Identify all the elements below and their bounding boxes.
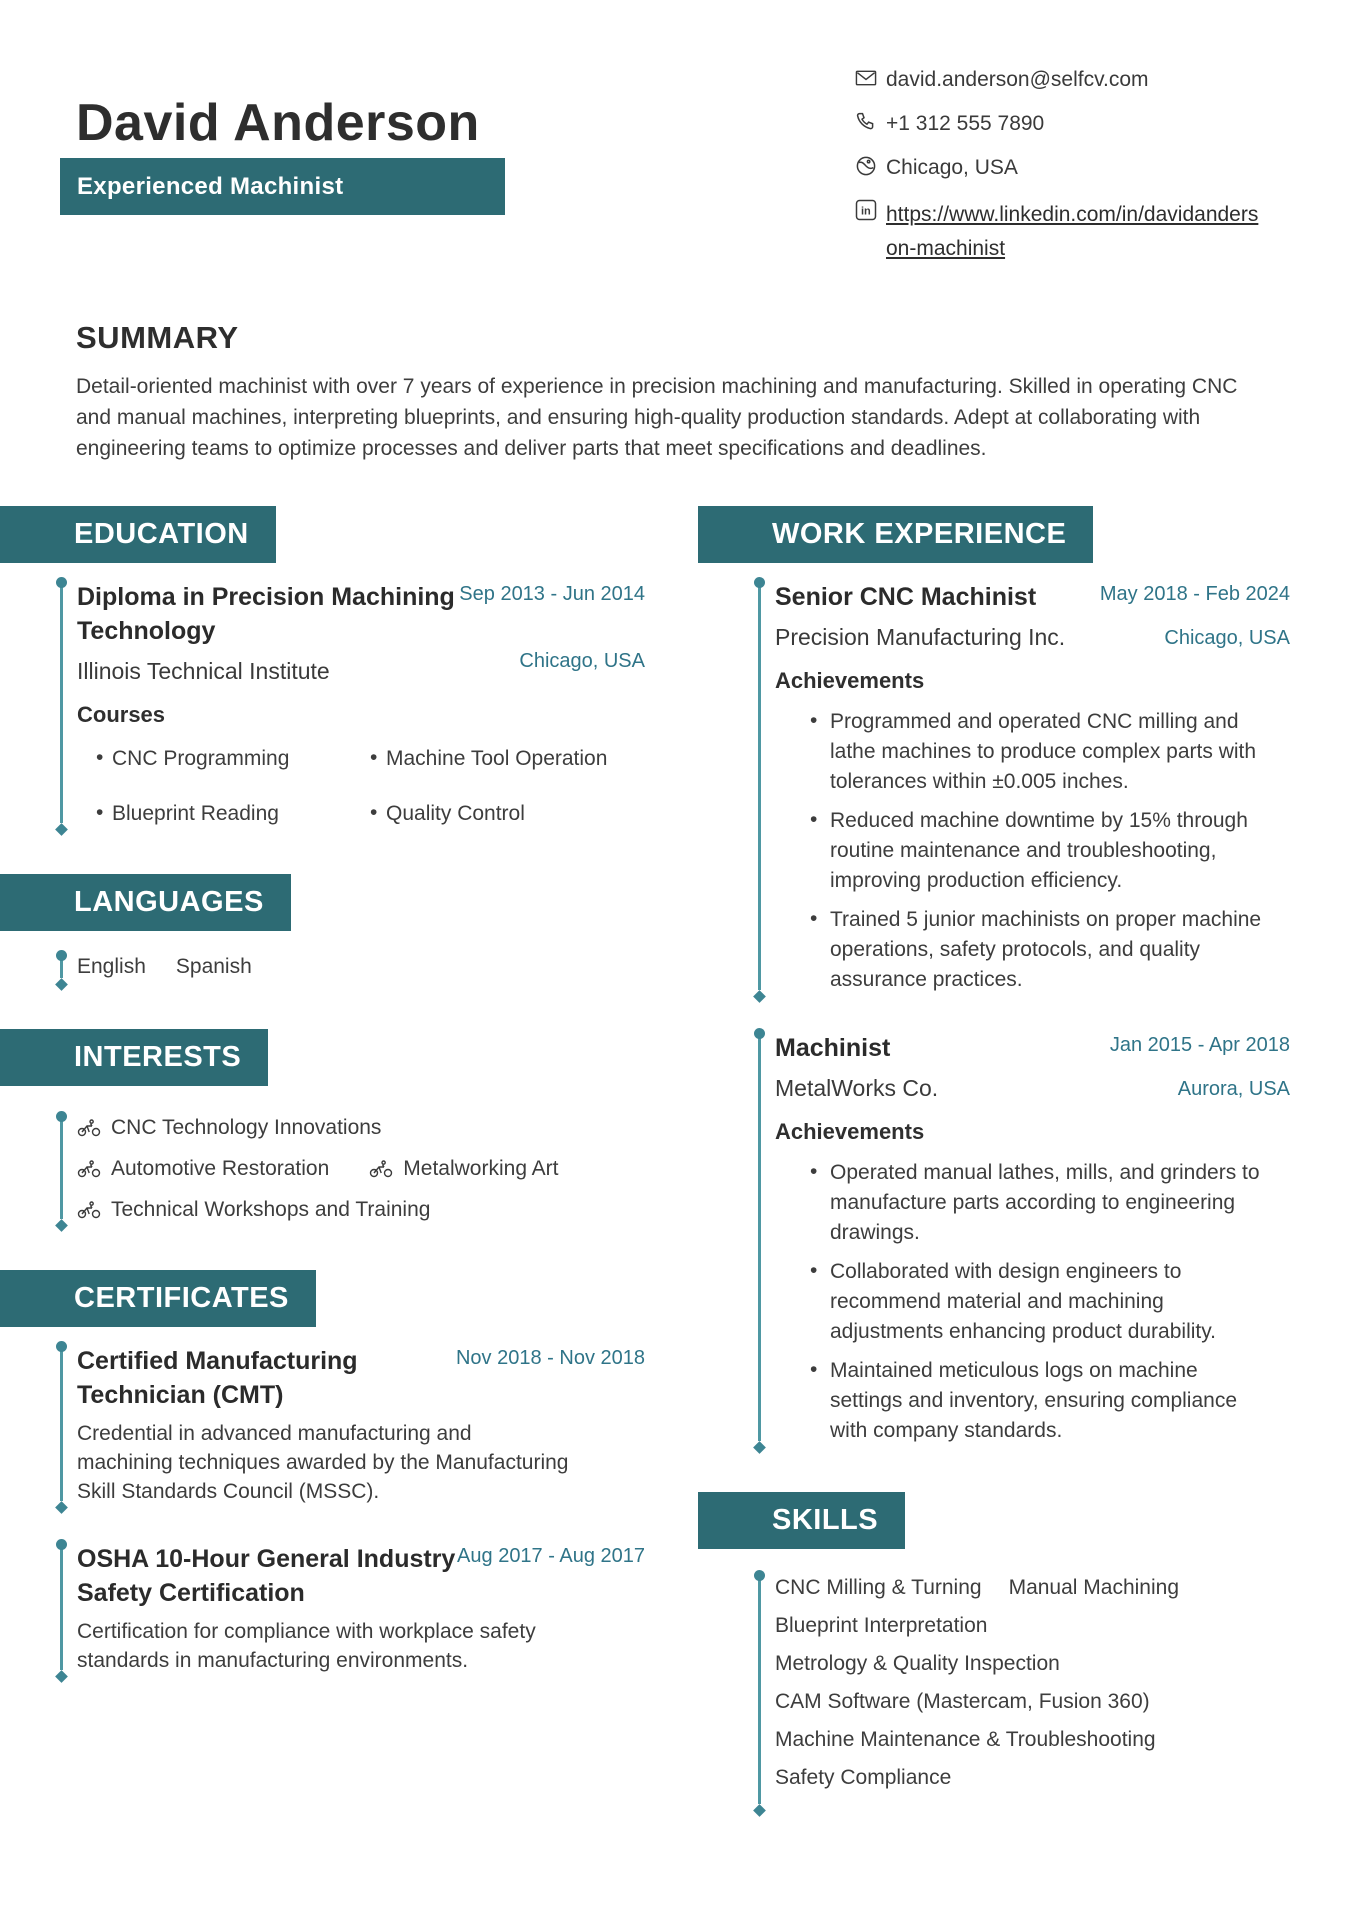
skills-heading: SKILLS [698, 1492, 905, 1549]
body-columns [0, 506, 1350, 1855]
cyclist-icon [77, 1160, 101, 1178]
timeline-diamond [55, 978, 68, 991]
certificate-entry [77, 1542, 645, 1675]
achievements-label: Achievements [775, 1119, 925, 1144]
skills-row [775, 1575, 1290, 1601]
skill-item: Safety Compliance [775, 1766, 952, 1789]
contact-phone-row [855, 110, 1259, 137]
skill-item: Manual Machining [1008, 1576, 1180, 1599]
degree-title: Diploma in Precision Machining Technology [77, 583, 455, 645]
person-name: David Anderson [76, 93, 480, 152]
header [0, 0, 1350, 260]
certificate-title: OSHA 10-Hour General Industry Safety Certification [77, 1545, 456, 1607]
timeline-diamond [753, 1441, 766, 1454]
achievement-item: • Collaborated with design engineers to recommend material and machining adjustments enhancing product durability. [808, 1257, 1270, 1347]
education-entry [77, 580, 645, 828]
education-dates: Sep 2013 - Jun 2014 [459, 583, 645, 605]
contact-location: Chicago, USA [886, 156, 1018, 179]
achievement-item: • Programmed and operated CNC milling and lathe machines to produce complex parts with tolerances within ±0.005 inches. [808, 707, 1270, 797]
certificate-description: Credential in advanced manufacturing and machining techniques awarded by the Manufacturing Skill Standards Council (MSSC). [77, 1422, 569, 1503]
skills-list [775, 1573, 1290, 1809]
course-item: • Blueprint Reading [96, 800, 370, 828]
language-item: Spanish [175, 955, 252, 978]
interests-row [77, 1114, 645, 1142]
linkedin-icon [855, 198, 877, 222]
globe-icon [855, 154, 877, 178]
skills-row [775, 1613, 1290, 1639]
course-item: • Machine Tool Operation [370, 745, 645, 773]
interest-item: Technical Workshops and Training [77, 1196, 430, 1224]
timeline-dot [56, 1539, 67, 1550]
skills-row [775, 1765, 1290, 1791]
education-section [74, 506, 645, 828]
skills-row [775, 1689, 1290, 1715]
job-dates: May 2018 - Feb 2024 [1099, 583, 1290, 605]
company-name: Precision Manufacturing Inc. [775, 624, 1066, 650]
interests-section [74, 1029, 645, 1224]
contact-location-row [855, 154, 1259, 181]
interests-row [77, 1155, 645, 1183]
timeline-diamond [55, 1219, 68, 1232]
languages-list [77, 953, 645, 983]
job-entry [775, 1031, 1290, 1446]
certificate-description: Certification for compliance with workplace safety standards in manufacturing environments. [77, 1620, 536, 1672]
achievement-item: • Trained 5 junior machinists on proper machine operations, safety protocols, and quality assurance practices. [808, 905, 1270, 995]
education-heading: EDUCATION [0, 506, 276, 563]
school-name: Illinois Technical Institute [77, 658, 330, 684]
timeline-dot [56, 577, 67, 588]
cyclist-icon [77, 1119, 101, 1137]
cyclist-icon [77, 1201, 101, 1219]
summary-heading: SUMMARY [76, 320, 239, 355]
skills-section [772, 1492, 1290, 1809]
interest-item: CNC Technology Innovations [77, 1114, 381, 1142]
job-dates: Jan 2015 - Apr 2018 [1109, 1034, 1290, 1056]
timeline-diamond [55, 1670, 68, 1683]
interests-heading: INTERESTS [0, 1029, 268, 1086]
timeline-diamond [753, 990, 766, 1003]
summary-text: Detail-oriented machinist with over 7 years of experience in precision machining and manufacturing. Skilled in operating CNC and manual machines, interpreting blueprints, and ensuring high-quality production standards. Adept at collaborating with engineering teams to optimize processes and deliver parts that meet specifications and deadlines. [76, 375, 1238, 460]
phone-icon [855, 110, 877, 134]
job-title-text: Experienced Machinist [77, 173, 344, 200]
timeline-diamond [55, 823, 68, 836]
achievements-list [808, 1158, 1290, 1446]
work-experience-heading: WORK EXPERIENCE [698, 506, 1093, 563]
interest-item: Automotive Restoration [77, 1155, 329, 1183]
language-item: English [77, 955, 146, 978]
job-title: Machinist [775, 1034, 891, 1062]
job-title-badge [60, 158, 505, 215]
certificate-title: Certified Manufacturing Technician (CMT) [77, 1347, 358, 1409]
timeline-dot [56, 1111, 67, 1122]
interests-list [77, 1114, 645, 1224]
certificate-dates: Aug 2017 - Aug 2017 [457, 1545, 645, 1567]
job-title: Senior CNC Machinist [775, 583, 1037, 611]
timeline-dot [754, 577, 765, 588]
certificate-entry [77, 1344, 645, 1506]
course-item: • Quality Control [370, 800, 645, 828]
skill-item: Blueprint Interpretation [775, 1614, 988, 1637]
certificates-heading: CERTIFICATES [0, 1270, 316, 1327]
linkedin-link[interactable]: https://www.linkedin.com/in/davidanderson-machinist [886, 203, 1259, 260]
company-name: MetalWorks Co. [775, 1075, 939, 1101]
timeline-dot [754, 1028, 765, 1039]
education-location: Chicago, USA [519, 650, 645, 672]
skill-item: Machine Maintenance & Troubleshooting [775, 1728, 1156, 1751]
contact-location-phone: +1 312 555 7890 [886, 112, 1045, 135]
contact-linkedin-row [855, 198, 1259, 266]
skill-item: Metrology & Quality Inspection [775, 1652, 1060, 1675]
achievement-item: • Operated manual lathes, mills, and grinders to manufacture parts according to engineering drawings. [808, 1158, 1270, 1248]
timeline-dot [754, 1570, 765, 1581]
job-location: Aurora, USA [1177, 1078, 1290, 1100]
contact-email-row [855, 66, 1259, 93]
skills-row [775, 1651, 1290, 1677]
summary-section [76, 320, 1290, 464]
right-column [698, 506, 1290, 1855]
job-location: Chicago, USA [1164, 627, 1290, 649]
interests-row [77, 1196, 645, 1224]
work-experience-section [772, 506, 1290, 1446]
languages-heading: LANGUAGES [0, 874, 291, 931]
courses-label: Courses [77, 702, 166, 727]
contact-email: david.anderson@selfcv.com [886, 68, 1149, 91]
skill-item: CNC Milling & Turning [775, 1576, 982, 1599]
interest-item: Metalworking Art [369, 1155, 558, 1183]
achievements-list [808, 707, 1290, 995]
contact-block [855, 66, 1259, 283]
languages-section [74, 874, 645, 983]
skill-item: CAM Software (Mastercam, Fusion 360) [775, 1690, 1150, 1713]
achievements-label: Achievements [775, 668, 925, 693]
course-item: • CNC Programming [96, 745, 370, 773]
timeline-diamond [753, 1804, 766, 1817]
courses-list [96, 745, 645, 828]
svg-text:in: in [861, 205, 871, 218]
achievement-item: • Reduced machine downtime by 15% through routine maintenance and troubleshooting, improving production efficiency. [808, 806, 1270, 896]
email-icon [855, 66, 877, 90]
left-column [0, 506, 648, 1855]
timeline-dot [56, 1341, 67, 1352]
certificate-dates: Nov 2018 - Nov 2018 [455, 1347, 645, 1369]
achievement-item: • Maintained meticulous logs on machine settings and inventory, ensuring compliance with company standards. [808, 1356, 1270, 1446]
skills-row [775, 1727, 1290, 1753]
certificates-section [74, 1270, 645, 1675]
job-entry [775, 580, 1290, 995]
timeline-dot [56, 950, 67, 961]
timeline-diamond [55, 1501, 68, 1514]
cyclist-icon [369, 1160, 393, 1178]
